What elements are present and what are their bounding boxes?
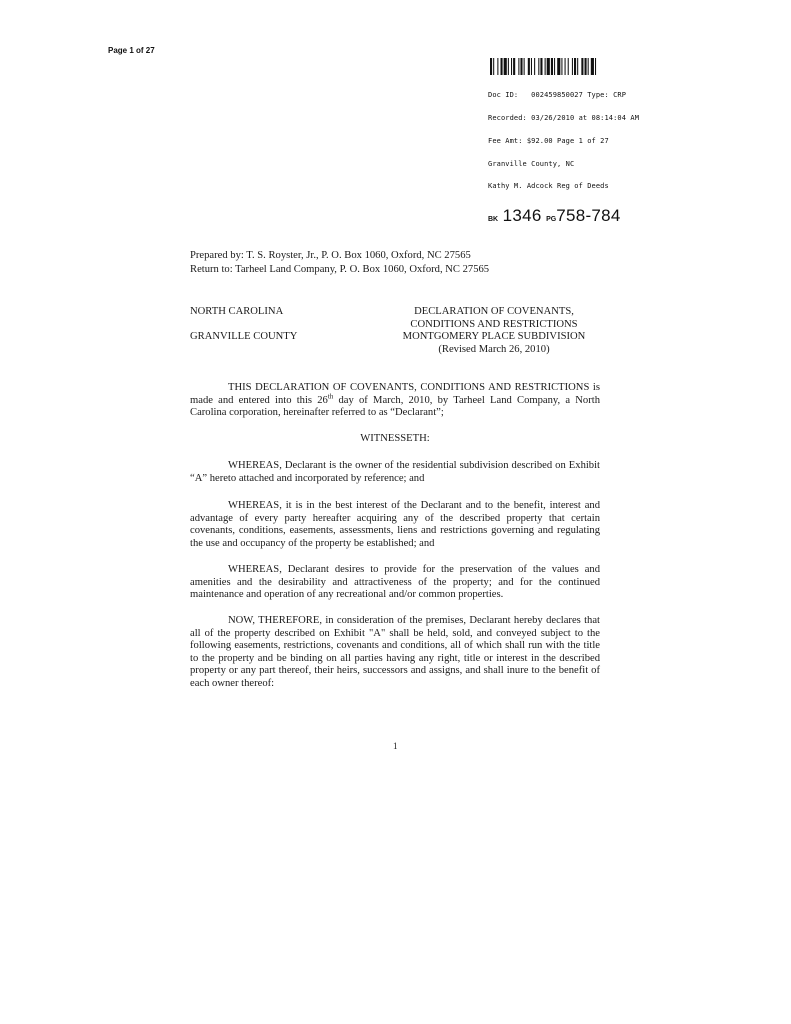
page-label: Page 1 of 27 (108, 46, 155, 55)
witnesseth-heading: WITNESSETH: (360, 433, 430, 444)
barcode-bar (518, 58, 519, 75)
barcode-bar (511, 58, 512, 75)
barcode-bar (538, 58, 539, 75)
barcode-bar (501, 58, 503, 75)
stamp-register: Kathy M. Adcock Reg of Deeds (488, 182, 609, 191)
title-line-3: MONTGOMERY PLACE SUBDIVISION (402, 331, 586, 343)
barcode-bar (534, 58, 535, 75)
prepared-by: Prepared by: T. S. Royster, Jr., P. O. Box 1060, Oxford, NC 27565 (190, 250, 471, 261)
barcode-bar (561, 58, 562, 75)
barcode-bar (585, 58, 587, 75)
stamp-doc-id: Doc ID: 002459850027 Type: CRP (488, 91, 627, 100)
barcode-bar (551, 58, 553, 75)
barcode-bar (565, 58, 566, 75)
barcode-bar (588, 58, 589, 75)
barcode-bar (568, 58, 569, 75)
whereas-paragraph-3: WHEREAS, Declarant desires to provide for the preservation of the values and amenities and the desirability and attractiveness of the property; and for the continued maintenance and operation of any recreational and/or common properties. (190, 564, 600, 601)
barcode-bar (547, 58, 550, 75)
barcode-bar (528, 58, 530, 75)
whereas-paragraph-1: WHEREAS, Declarant is the owner of the residential subdivision described on Exhibit “A” hereto attached and incorporated by reference; and (190, 460, 600, 484)
intro-paragraph (190, 382, 600, 420)
barcode-bar (557, 58, 560, 75)
title-line-4: (Revised March 26, 2010) (438, 343, 550, 355)
page-prefix: PG (546, 216, 557, 224)
intro-date-suffix: th (327, 392, 334, 401)
return-to: Return to: Tarheel Land Company, P. O. Box 1060, Oxford, NC 27565 (190, 264, 490, 275)
title-line-2: CONDITIONS AND RESTRICTIONS (410, 318, 578, 330)
barcode-bar (493, 58, 494, 75)
page-range: 758-784 (556, 206, 621, 226)
state-label: NORTH CAROLINA (190, 306, 284, 317)
barcode-bar (504, 58, 507, 75)
barcode-bar (508, 58, 509, 75)
barcode-bar (497, 58, 498, 75)
barcode-bar (577, 58, 578, 75)
recording-stamp (488, 58, 653, 226)
book-prefix: BK (488, 216, 499, 224)
barcode-bar (531, 58, 532, 75)
barcode (490, 58, 648, 75)
title-line-1: DECLARATION OF COVENANTS, (414, 306, 574, 317)
stamp-fee: Fee Amt: $92.00 Page 1 of 27 (488, 136, 609, 145)
barcode-bar (591, 58, 594, 75)
intro-text-end: day of March, 2010, by Tarheel Land Company, a North Carolina corporation, hereinafter referred to as “Declarant”; (190, 394, 600, 419)
barcode-bar (524, 58, 525, 75)
barcode-bar (554, 58, 555, 75)
barcode-bar (595, 58, 596, 75)
book-page-line (488, 206, 653, 226)
barcode-bar (520, 58, 522, 75)
book-number: 1346 (502, 206, 542, 226)
now-therefore-paragraph: NOW, THEREFORE, in consideration of the premises, Declarant hereby declares that all of the property described on Exhibit "A" shall be held, sold, and conveyed subject to the following easements, restrictions, covenants and conditions, all of which shall run with the title to the property and be binding on all parties having any right, title or interest in the described property or any part thereof, their heirs, successors and assigns, and shall inure to the benefit of each owner thereof: (190, 615, 600, 689)
stamp-lines (488, 77, 653, 206)
stamp-recorded: Recorded: 03/26/2010 at 08:14:04 AM (488, 113, 640, 122)
barcode-bar (574, 58, 576, 75)
whereas-paragraph-2: WHEREAS, it is in the best interest of the Declarant and to the benefit, interest and advantage of every party hereafter acquiring any of the described property that certain covenants, conditions, easements, assessments, liens and restrictions governing and regulating the use and occupancy of the property be established; and (190, 500, 600, 549)
barcode-bar (545, 58, 546, 75)
document-title (384, 306, 604, 356)
barcode-bar (572, 58, 573, 75)
barcode-bar (490, 58, 492, 75)
page-number: 1 (393, 741, 398, 751)
stamp-county: Granville County, NC (488, 159, 575, 168)
intro-text-start: THIS DECLARATION OF COVENANTS, CONDITIONS AND RESTRICTIONS is made and entered into this 26 (190, 382, 600, 406)
barcode-bar (513, 58, 515, 75)
barcode-bar (581, 58, 583, 75)
county-label: GRANVILLE COUNTY (190, 331, 298, 342)
barcode-bar (540, 58, 542, 75)
